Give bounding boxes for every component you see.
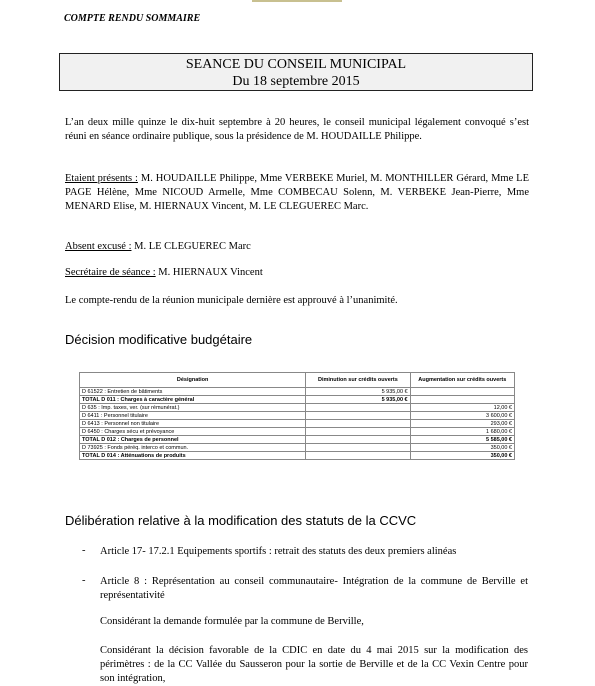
secretary-label: Secrétaire de séance : [65,267,156,278]
intro-paragraph: L’an deux mille quinze le dix-huit septembre à 20 heures, le conseil municipal légalement convoqué s’est réuni en séance ordinaire publique, sous la présidence de M. HOUDAILLE Philippe. [65,117,529,142]
budget-cell-decrease: 5 935,00 € [306,396,410,404]
budget-cell-designation: TOTAL D 011 : Charges à caractère général [80,396,306,404]
budget-cell-increase: 350,00 € [410,444,514,452]
absent-paragraph [65,240,529,254]
considering-request: Considérant la demande formulée par la commune de Berville, [100,616,364,627]
budget-table [79,372,515,460]
attendees-list: M. HOUDAILLE Philippe, Mme VERBEKE Muriel, M. MONTHILLER Gérard, Mme LE PAGE Hélène, Mme NICOUD Armelle, Mme COMBECAU Solenn, M. VERBEKE Jean-Pierre, Mme MENARD Elise, M. HIERNAUX Vincent, M. LE CLEGUEREC Marc. [65,173,530,212]
document-label: COMPTE RENDU SOMMAIRE [64,13,201,24]
considering-cdic: Considérant la décision favorable de la CDIC en date du 4 mai 2015 sur la modification des périmètres : de la CC Vallée du Sausseron pour la sortie de Berville et de la CC Vexin Centre pour son intégration, [100,645,528,684]
budget-cell-decrease [306,412,410,420]
budget-cell-designation: D 61522 : Entretien de bâtiments [80,388,306,396]
budget-row [80,420,515,428]
budget-cell-increase: 350,00 € [410,452,514,460]
budget-row [80,388,515,396]
absent-label: Absent excusé : [65,241,132,252]
section-heading-statutes: Délibération relative à la modification des statuts de la CCVC [65,513,417,528]
secretary-name: M. HIERNAUX Vincent [155,267,263,278]
attendees-paragraph [65,172,529,214]
budget-cell-increase: 1 680,00 € [410,428,514,436]
page-title: SEANCE DU CONSEIL MUNICIPAL [185,57,407,72]
header-decoration [252,0,342,2]
article-8-item: Article 8 : Représentation au conseil communautaire- Intégration de la commune de Berville et représentativité [100,576,528,601]
budget-row [80,396,515,404]
attendees-label: Etaient présents : [65,173,138,184]
absent-name: M. LE CLEGUEREC Marc [131,241,251,252]
meeting-date: Du 18 septembre 2015 [232,74,360,89]
budget-cell-increase [410,396,514,404]
budget-row [80,412,515,420]
budget-cell-designation: D 6411 : Personnel titulaire [80,412,306,420]
budget-cell-decrease [306,436,410,444]
budget-cell-designation: TOTAL D 012 : Charges de personnel [80,436,306,444]
bullet-marker: - [82,575,86,586]
budget-cell-increase [410,388,514,396]
budget-cell-designation: TOTAL D 014 : Atténuations de produits [80,452,306,460]
bullet-marker: - [82,545,86,556]
budget-header-increase: Augmentation sur crédits ouverts [410,373,514,388]
budget-cell-decrease [306,428,410,436]
budget-cell-designation: D 635 : Imp. taxes, ver. (sur rémunérat.) [80,404,306,412]
budget-header-row [80,373,515,388]
budget-cell-decrease [306,444,410,452]
budget-cell-increase: 3 600,00 € [410,412,514,420]
budget-cell-decrease [306,420,410,428]
budget-body [80,388,515,460]
section-heading-budget: Décision modificative budgétaire [65,332,253,347]
budget-row [80,404,515,412]
budget-cell-increase: 293,00 € [410,420,514,428]
budget-cell-decrease [306,452,410,460]
approval-paragraph: Le compte-rendu de la réunion municipale dernière est approuvé à l’unanimité. [65,295,398,306]
secretary-paragraph [65,266,529,280]
budget-cell-designation: D 6413 : Personnel non titulaire [80,420,306,428]
budget-header-designation: Désignation [80,373,306,388]
budget-cell-increase: 12,00 € [410,404,514,412]
budget-cell-increase: 5 585,00 € [410,436,514,444]
budget-row [80,452,515,460]
title-box [59,53,533,91]
budget-header-decrease: Diminution sur crédits ouverts [306,373,410,388]
budget-row [80,428,515,436]
article-17-item: Article 17- 17.2.1 Equipements sportifs : retrait des statuts des deux premiers alinéas [100,546,457,557]
budget-row [80,436,515,444]
budget-row [80,444,515,452]
budget-cell-designation: D 73925 : Fonds péréq. interco et commun. [80,444,306,452]
budget-cell-decrease [306,404,410,412]
budget-cell-designation: D 6450 : Charges sécu et prévoyance [80,428,306,436]
budget-cell-decrease: 5 935,00 € [306,388,410,396]
